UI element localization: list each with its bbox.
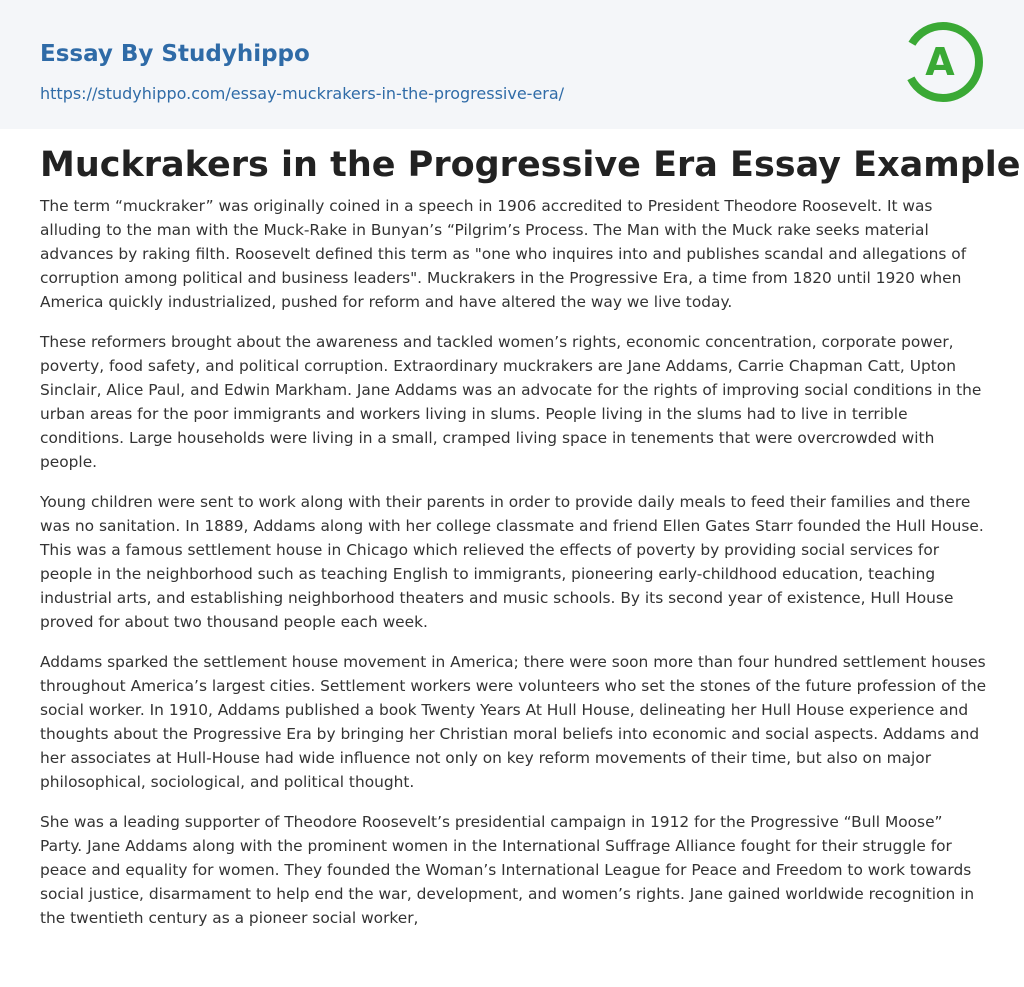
source-url-link[interactable]: https://studyhippo.com/essay-muckrakers-in-the-progressive-era/ bbox=[40, 84, 565, 103]
essay-paragraph: Addams sparked the settlement house movement in America; there were soon more than four hundred settlement houses throughout America’s largest cities. Settlement workers were volunteers who set the stones of the future profession of the social worker. In 1910, Addams published a book Twenty Years At Hull House, delineating her Hull House experience and thoughts about the Progressive Era by bringing her Christian moral beliefs into economic and social aspects. Addams and her associates at Hull-House had wide influence not only on key reform movements of their time, but also on major philosophical, sociological, and political thought. bbox=[40, 653, 987, 791]
site-brand[interactable]: Essay By Studyhippo bbox=[40, 41, 310, 67]
essay-body bbox=[40, 194, 988, 946]
essay-paragraph: These reformers brought about the awareness and tackled women’s rights, economic concentration, corporate power, poverty, food safety, and political corruption. Extraordinary muckrakers are Jane Addams, Carrie Chapman Catt, Upton Sinclair, Alice Paul, and Edwin Markham. Jane Addams was an advocate for the rights of improving social conditions in the urban areas for the poor immigrants and workers living in slums. People living in the slums had to live in terrible conditions. Large households were living in a small, cramped living space in tenements that were overcrowded with people. bbox=[40, 333, 982, 471]
site-header bbox=[0, 0, 1024, 129]
circle-a-logo-icon[interactable] bbox=[901, 20, 985, 104]
logo-letter: A bbox=[925, 40, 955, 84]
page-title: Muckrakers in the Progressive Era Essay Example bbox=[40, 145, 1021, 185]
essay-paragraph: She was a leading supporter of Theodore Roosevelt’s presidential campaign in 1912 for the Progressive “Bull Moose” Party. Jane Addams along with the prominent women in the International Suffrage Alliance fought for their struggle for peace and equality for women. They founded the Woman’s International League for Peace and Freedom to work towards social justice, disarmament to help end the war, development, and women’s rights. Jane gained worldwide recognition in the twentieth century as a pioneer social worker, bbox=[40, 813, 975, 927]
essay-paragraph: Young children were sent to work along with their parents in order to provide daily meals to feed their families and there was no sanitation. In 1889, Addams along with her college classmate and friend Ellen Gates Starr founded the Hull House. This was a famous settlement house in Chicago which relieved the effects of poverty by providing social services for people in the neighborhood such as teaching English to immigrants, pioneering early-childhood education, teaching industrial arts, and establishing neighborhood theaters and music schools. By its second year of existence, Hull House proved for about two thousand people each week. bbox=[40, 493, 984, 631]
essay-paragraph: The term “muckraker” was originally coined in a speech in 1906 accredited to President Theodore Roosevelt. It was alluding to the man with the Muck-Rake in Bunyan’s “Pilgrim’s Process. The Man with the Muck rake seeks material advances by raking filth. Roosevelt defined this term as "one who inquires into and publishes scandal and allegations of corruption among political and business leaders". Muckrakers in the Progressive Era, a time from 1820 until 1920 when America quickly industrialized, pushed for reform and have altered the way we live today. bbox=[40, 197, 967, 311]
